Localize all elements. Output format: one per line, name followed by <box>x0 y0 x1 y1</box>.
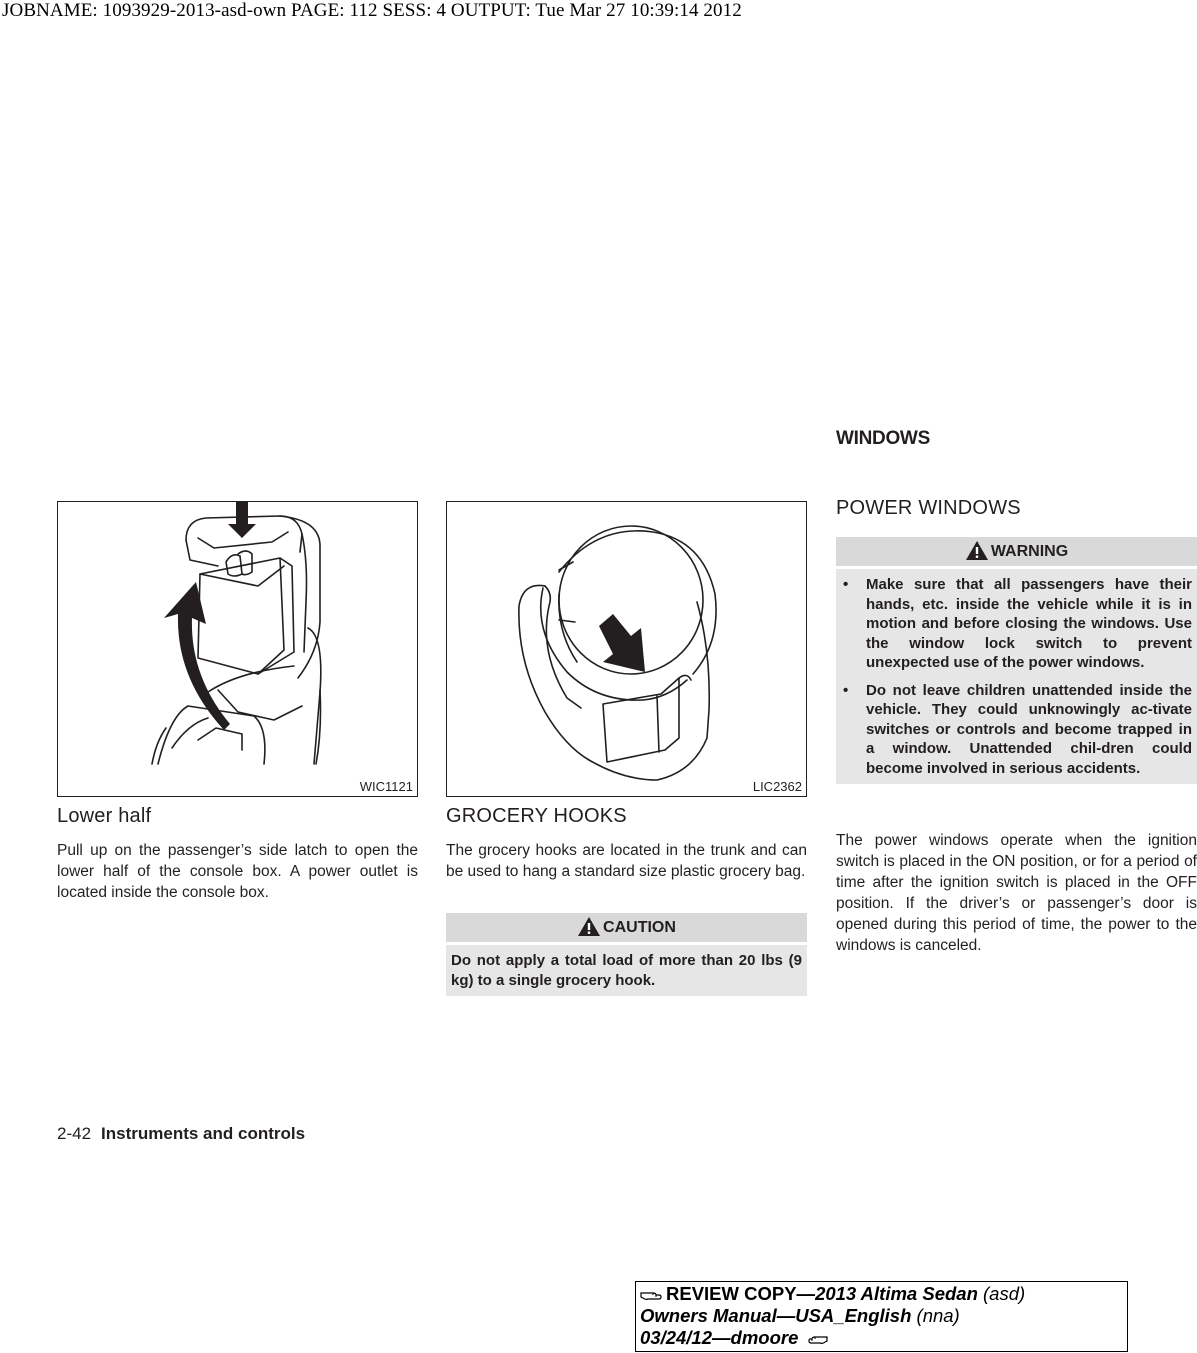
power-windows-body: The power windows operate when the ignition switch is placed in the ON position, or for a period of time after the ignition switch is placed in the OFF position. If the driver’s or passenger’s door is opened during this period of time, the power to the windows is canceled. <box>836 832 1197 954</box>
warning-item <box>841 575 1192 673</box>
figure-code: WIC1121 <box>359 779 413 794</box>
review-model-code: (asd) <box>983 1283 1026 1304</box>
review-date-editor: 03/24/12—dmoore <box>640 1327 799 1348</box>
lower-half-heading: Lower half <box>57 805 152 827</box>
caution-title: CAUTION <box>603 919 676 936</box>
warning-title: WARNING <box>990 543 1069 560</box>
grocery-hooks-heading: GROCERY HOOKS <box>446 805 627 827</box>
review-manual-code: (nna) <box>916 1305 960 1326</box>
jobname-header: JOBNAME: 1093929-2013-asd-own PAGE: 112 SESS: 4 OUTPUT: Tue Mar 27 10:39:14 2012 <box>2 0 742 21</box>
caution-text: Do not apply a total load of more than 20 lbs (9 kg) to a single grocery hook. <box>446 945 807 996</box>
review-line-1 <box>640 1283 1123 1305</box>
power-windows-heading: POWER WINDOWS <box>836 497 1021 519</box>
warning-icon <box>965 540 989 561</box>
warning-box <box>836 537 1197 784</box>
console-box-illustration <box>58 502 417 796</box>
pointing-hand-icon <box>640 1288 662 1302</box>
caution-icon <box>577 916 601 937</box>
grocery-hook-figure <box>446 501 807 797</box>
lower-half-body: Pull up on the passenger’s side latch to open the lower half of the console box. A power outlet is located inside the console box. <box>57 842 418 901</box>
bullet-icon: • <box>843 576 849 593</box>
section-title: WINDOWS <box>836 428 930 449</box>
warning-item-text: Do not leave children unattended inside the vehicle. They could unknowingly ac-tivate switches or controls and become trapped in a window. Unattended chil-dren could become involved in serious accidents. <box>866 681 1192 777</box>
review-copy-box <box>635 1281 1128 1352</box>
caution-header <box>446 913 807 942</box>
page-number: 2-42 <box>57 1124 92 1143</box>
figure-code: LIC2362 <box>752 779 802 794</box>
page-footer <box>57 1124 305 1144</box>
review-manual-title: Owners Manual—USA_English <box>640 1305 912 1326</box>
grocery-hooks-body: The grocery hooks are located in the trunk and can be used to hang a standard size plastic grocery bag. <box>446 842 807 880</box>
warning-item <box>841 681 1192 779</box>
warning-header <box>836 537 1197 566</box>
console-box-figure <box>57 501 418 797</box>
review-model: 2013 Altima Sedan <box>815 1283 978 1304</box>
caution-box <box>446 913 807 996</box>
warning-item-text: Make sure that all passengers have their hands, etc. inside the vehicle while it is in motion and before closing the windows. Use the window lock switch to prevent unexpected use of the power windows. <box>866 576 1192 671</box>
pointing-hand-left-icon <box>808 1332 828 1346</box>
review-line-2 <box>640 1305 1123 1327</box>
warning-list <box>836 569 1197 784</box>
footer-section: Instruments and controls <box>101 1124 306 1143</box>
review-prefix: REVIEW COPY— <box>666 1283 816 1304</box>
grocery-hook-illustration <box>447 502 806 796</box>
bullet-icon: • <box>843 681 849 699</box>
review-line-3 <box>640 1327 1123 1349</box>
